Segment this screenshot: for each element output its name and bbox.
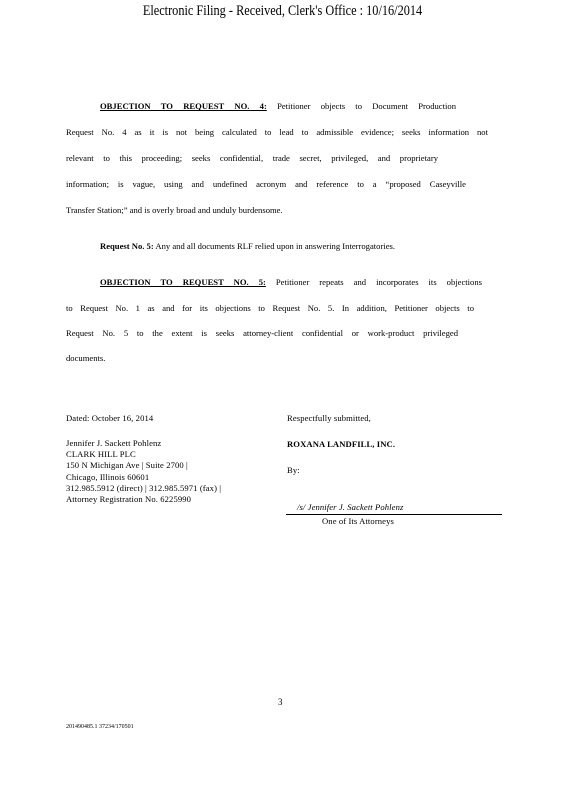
attorney-name: Jennifer J. Sackett Pohlenz xyxy=(66,438,162,448)
firm-name: CLARK HILL PLC xyxy=(66,449,136,460)
party-name: ROXANA LANDFILL, INC. xyxy=(287,439,396,449)
attorney-address-block xyxy=(66,438,221,505)
respectfully-submitted: Respectfully submitted, xyxy=(287,413,371,423)
objection-5-line-3: Request No. 5 to the extent is seeks attorney-client confidential or work-product privileged xyxy=(66,328,458,338)
objection-4-line-4: information; is vague, using and undefined acronym and reference to a “proposed Caseyville xyxy=(66,179,466,189)
objection-4-line-2: Request No. 4 as it is not being calculated to lead to admissible evidence; seeks information not xyxy=(66,127,488,137)
by-label: By: xyxy=(287,465,300,475)
request-5 xyxy=(100,241,470,251)
objection-4-line-3: relevant to this proceeding; seeks confidential, trade secret, privileged, and proprietary xyxy=(66,153,438,163)
request-5-label: Request No. 5: xyxy=(100,241,154,251)
phone-fax: 312.985.5912 (direct) | 312.985.5971 (fax) | xyxy=(66,482,222,493)
electronic-signature: /s/ Jennifer J. Sackett Pohlenz xyxy=(297,502,404,512)
objection-5-first-line xyxy=(100,277,482,287)
objection-5-label: OBJECTION TO REQUEST NO. 5: xyxy=(100,277,266,287)
filing-header: Electronic Filing - Received, Clerk's Office : 10/16/2014 xyxy=(142,3,423,19)
objection-5-line-2: to Request No. 1 as and for its objections to Request No. 5. In addition, Petitioner objects to xyxy=(66,303,474,313)
objection-4-label: OBJECTION TO REQUEST NO. 4: xyxy=(100,101,267,111)
objection-5-line-4: documents. xyxy=(66,353,106,363)
city-state-zip: Chicago, Illinois 60601 xyxy=(66,471,150,482)
dated: Dated: October 16, 2014 xyxy=(66,413,154,423)
street-address: 150 N Michigan Ave | Suite 2700 | xyxy=(66,460,188,471)
request-5-text: Any and all documents RLF relied upon in answering Interrogatories. xyxy=(155,241,396,251)
objection-4-line-5: Transfer Station;” and is overly broad and unduly burdensome. xyxy=(66,205,283,215)
objection-5-line-1: Petitioner repeats and incorporates its objections xyxy=(275,277,482,287)
document-code: 201490485.1 37234/170501 xyxy=(66,724,134,730)
one-of-its-attorneys: One of Its Attorneys xyxy=(322,516,394,526)
objection-4-first-line xyxy=(100,101,456,111)
page-number: 3 xyxy=(278,697,283,707)
objection-4-line-1: Petitioner objects to Document Production xyxy=(277,101,456,111)
signature-line xyxy=(286,514,502,515)
attorney-registration: Attorney Registration No. 6225990 xyxy=(66,494,192,505)
